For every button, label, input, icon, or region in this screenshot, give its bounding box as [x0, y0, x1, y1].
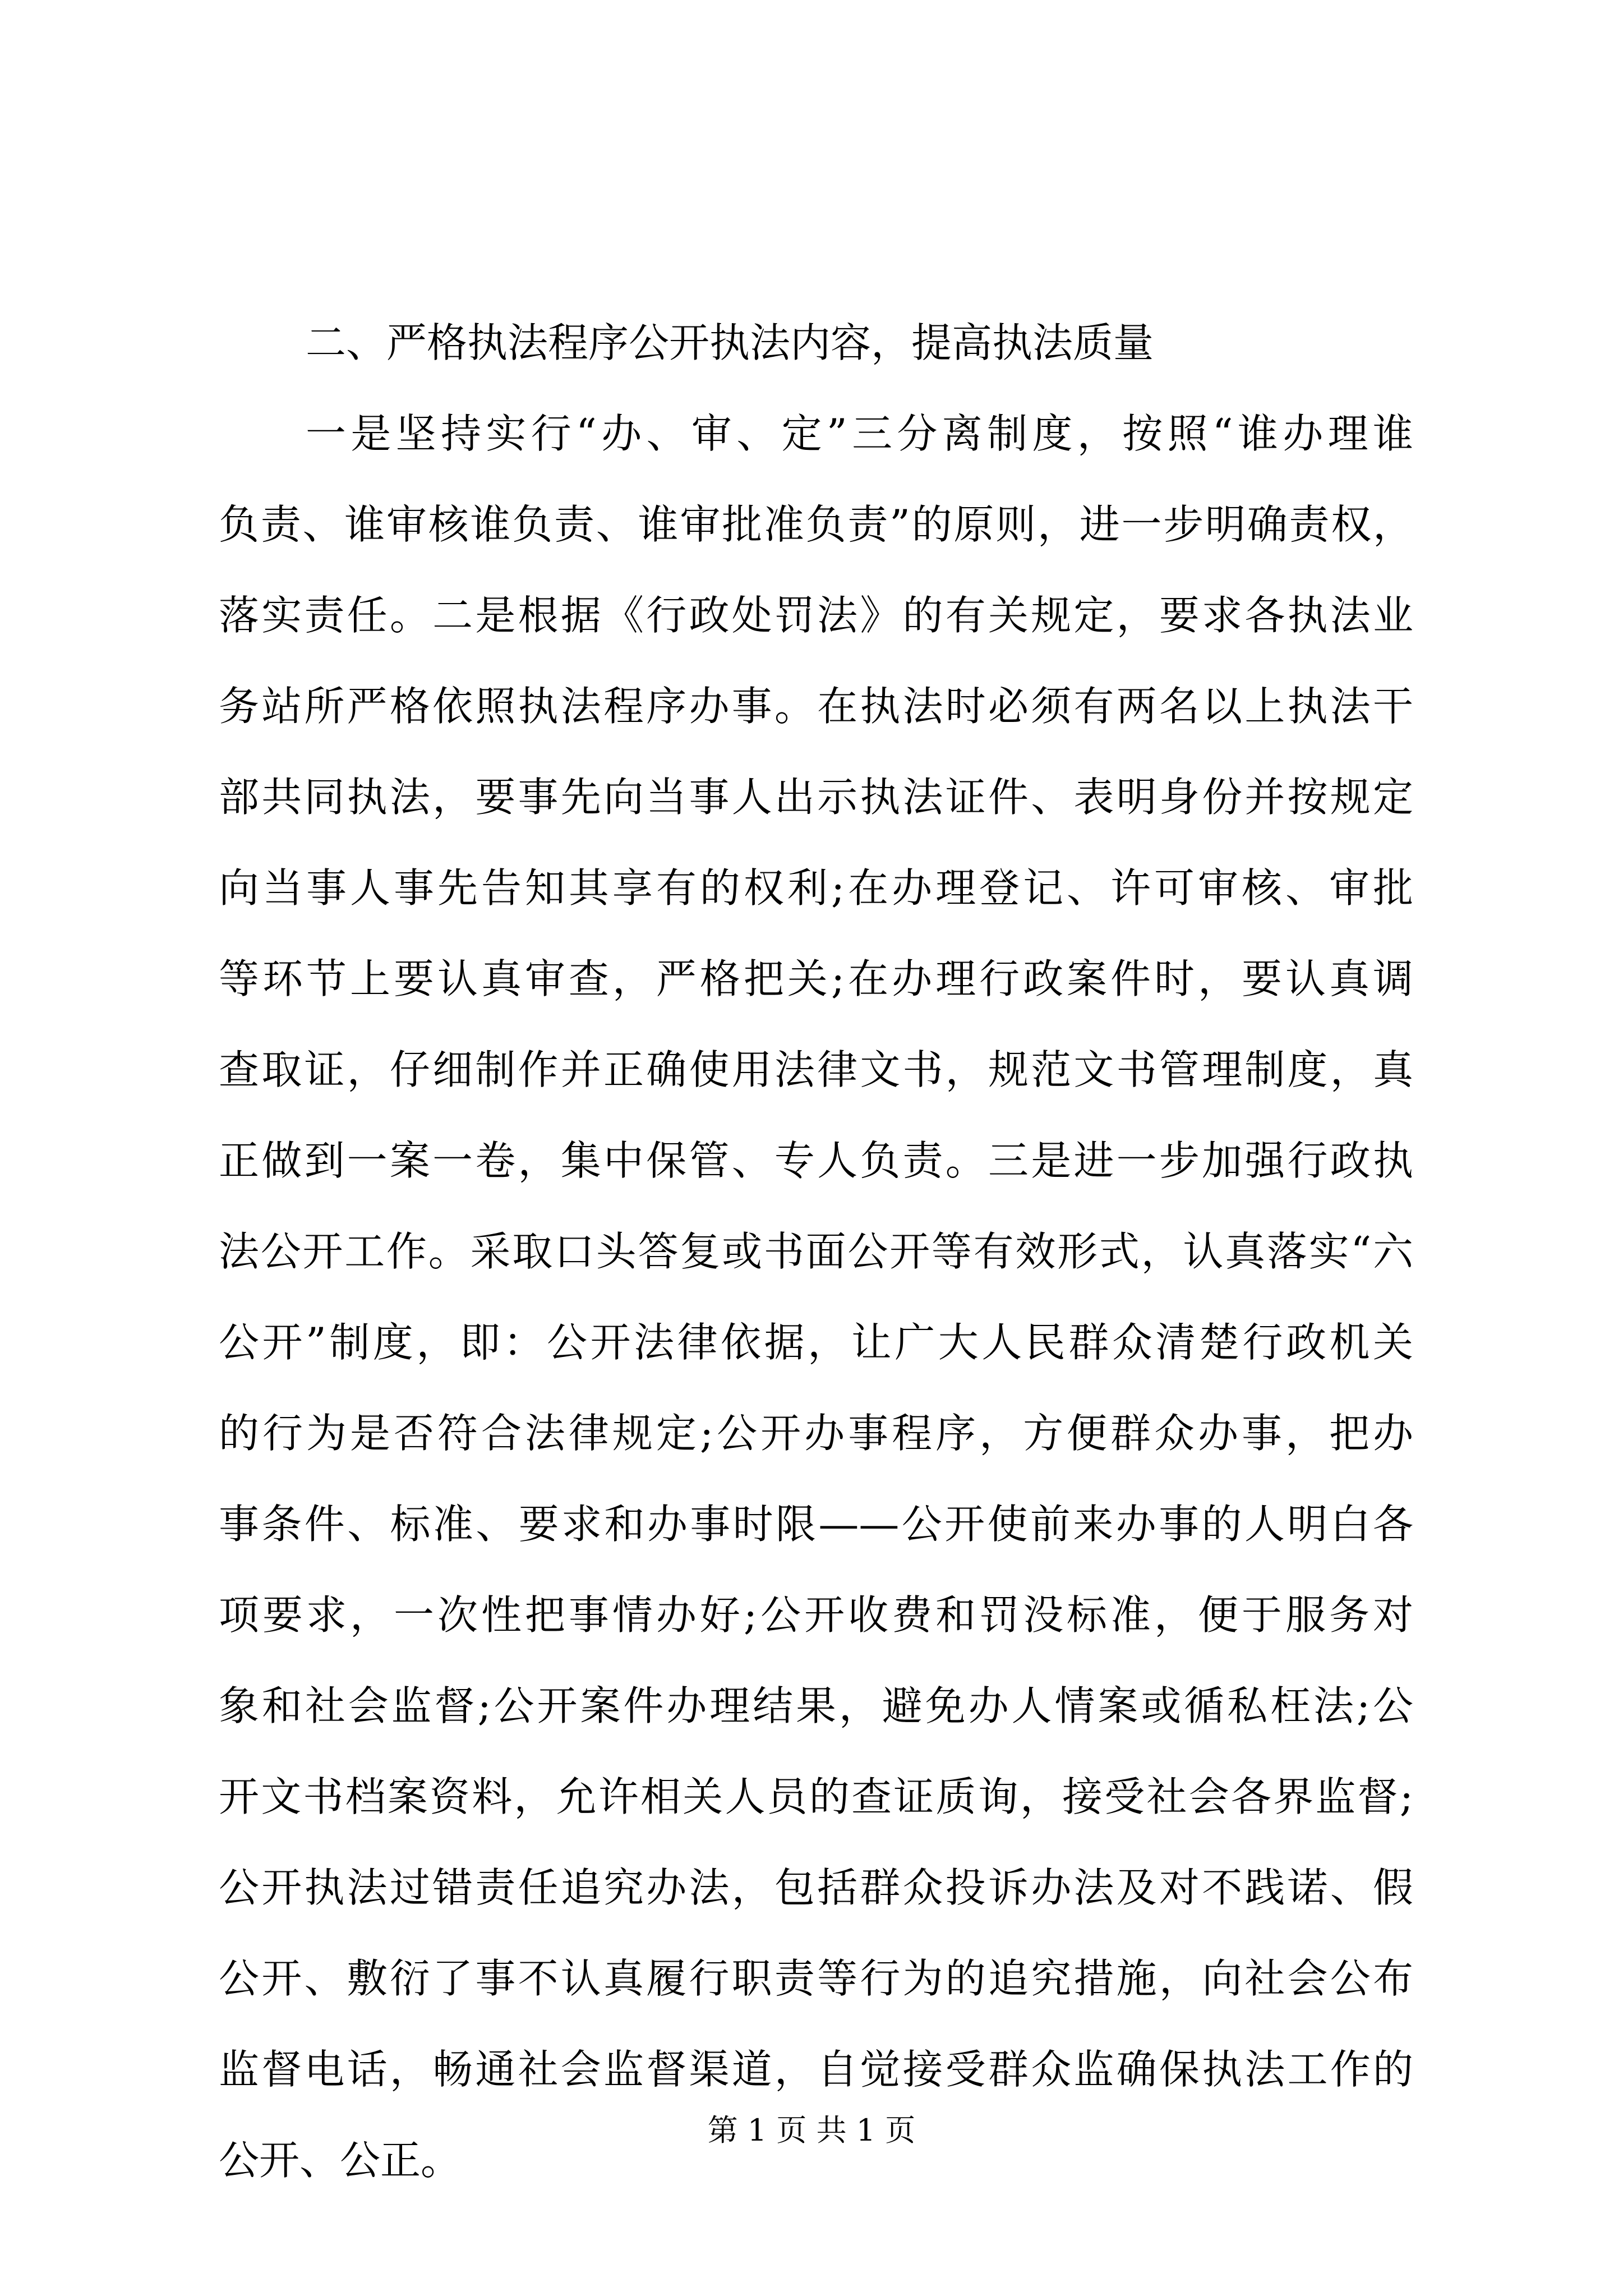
paragraph-line: 项要求，一次性把事情办好;公开收费和罚没标准，便于服务对	[219, 1591, 1413, 1639]
paragraph-line: 公开、公正。	[219, 2137, 462, 2184]
paragraph-line: 公开执法过错责任追究办法，包括群众投诉办法及对不践诺、假	[219, 1864, 1413, 1911]
paragraph-line: 象和社会监督;公开案件办理结果，避免办人情案或循私枉法;公	[219, 1682, 1413, 1729]
paragraph-line: 法公开工作。采取口头答复或书面公开等有效形式，认真落实“六	[219, 1228, 1413, 1275]
paragraph-line: 正做到一案一卷，集中保管、专人负责。三是进一步加强行政执	[219, 1137, 1413, 1184]
paragraph-line: 落实责任。二是根据《行政处罚法》的有关规定，要求各执法业	[219, 592, 1413, 639]
paragraph-line: 的行为是否符合法律规定;公开办事程序，方便群众办事，把办	[219, 1410, 1413, 1457]
paragraph	[219, 388, 1413, 2206]
paragraph-line: 部共同执法，要事先向当事人出示执法证件、表明身份并按规定	[219, 774, 1413, 821]
document-body	[219, 297, 1413, 2206]
paragraph-line: 查取证，仔细制作并正确使用法律文书，规范文书管理制度，真	[219, 1046, 1413, 1093]
paragraph-line: 务站所严格依照执法程序办事。在执法时必须有两名以上执法干	[219, 683, 1413, 730]
paragraph-line: 事条件、标准、要求和办事时限——公开使前来办事的人明白各	[219, 1501, 1413, 1548]
paragraph-line: 向当事人事先告知其享有的权利;在办理登记、许可审核、审批	[219, 864, 1413, 912]
paragraph-line: 一是坚持实行“办、审、定”三分离制度，按照“谁办理谁	[306, 410, 1413, 457]
paragraph-line: 公开”制度，即：公开法律依据，让广大人民群众清楚行政机关	[219, 1319, 1413, 1366]
paragraph-line: 开文书档案资料，允许相关人员的查证质询，接受社会各界监督;	[219, 1773, 1413, 1820]
paragraph-line: 负责、谁审核谁负责、谁审批准负责”的原则，进一步明确责权，	[219, 501, 1413, 548]
section-heading: 二、严格执法程序公开执法内容，提高执法质量	[306, 319, 1154, 366]
paragraph-line: 等环节上要认真审查，严格把关;在办理行政案件时，要认真调	[219, 955, 1413, 1002]
page-number: 第 1 页 共 1 页	[707, 2113, 916, 2148]
paragraph-line: 监督电话，畅通社会监督渠道，自觉接受群众监确保执法工作的	[219, 2046, 1413, 2093]
paragraph-line: 公开、敷衍了事不认真履行职责等行为的追究措施，向社会公布	[219, 1955, 1413, 2002]
